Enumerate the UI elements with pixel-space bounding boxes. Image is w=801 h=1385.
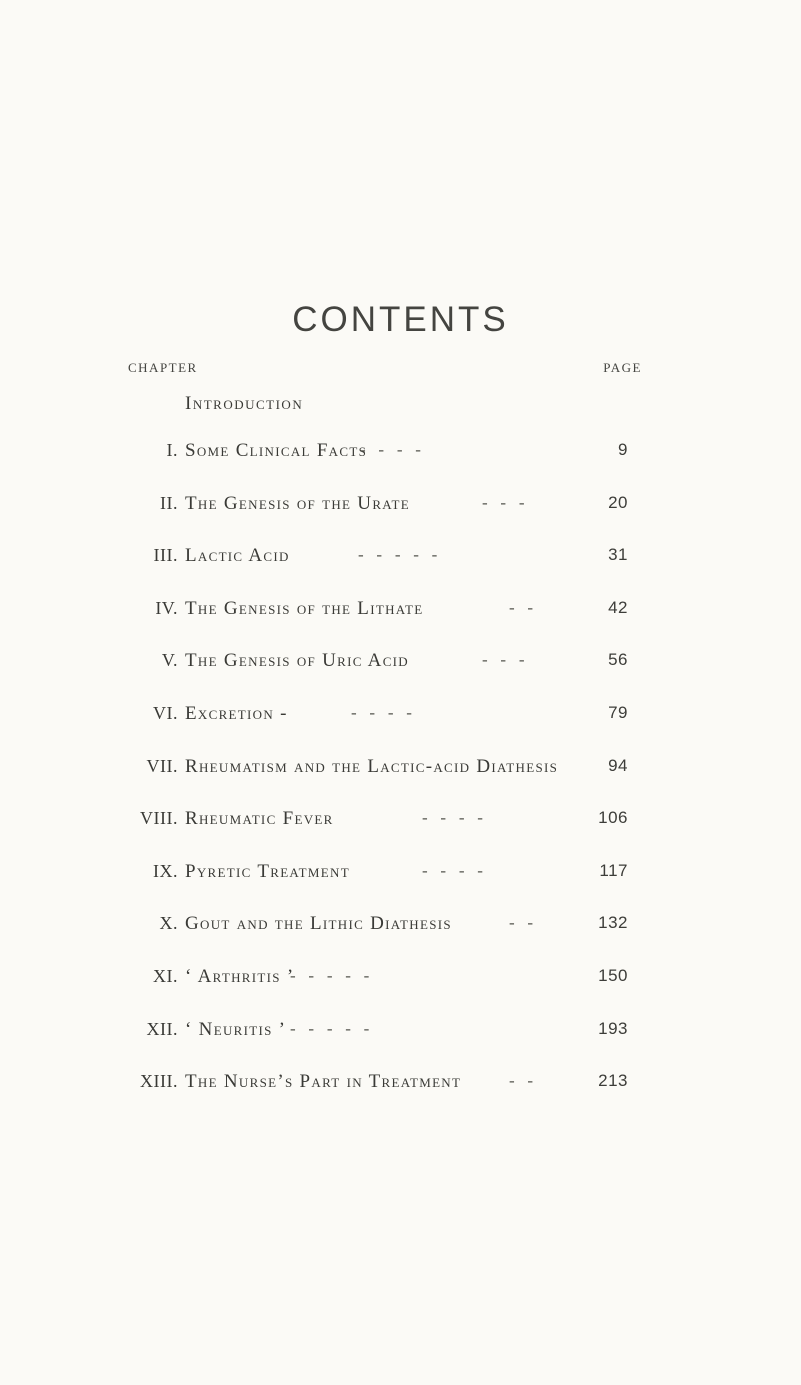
page-number: 193 — [598, 1018, 628, 1038]
chapter-number: XI. — [153, 965, 178, 986]
contents-entry — [0, 1019, 801, 1072]
contents-entry — [0, 861, 801, 914]
chapter-title: The Genesis of the Urate — [185, 492, 411, 514]
chapter-number: VII. — [146, 755, 178, 776]
chapter-column-header: CHAPTER — [128, 360, 198, 375]
page-number: 213 — [598, 1071, 628, 1091]
introduction-entry: Introduction — [185, 393, 304, 414]
chapter-number: VI. — [153, 702, 178, 723]
dot-leaders: - - - - — [351, 702, 412, 722]
chapter-title: The Genesis of the Lithate — [185, 597, 424, 619]
chapter-number: IX. — [153, 860, 178, 881]
chapter-title: Rheumatic Fever — [185, 808, 334, 830]
contents-entry — [0, 440, 801, 493]
chapter-title: Some Clinical Facts — [185, 440, 368, 461]
contents-entry — [0, 966, 801, 1019]
dot-leaders: - - - - — [422, 860, 483, 880]
page-column-header: PAGE — [603, 360, 642, 375]
page-number: 132 — [598, 913, 628, 933]
page-number: 79 — [608, 702, 628, 722]
page-number: 20 — [608, 492, 628, 512]
contents-entry — [0, 545, 801, 598]
chapter-number: IV. — [155, 597, 178, 618]
chapter-number: VIII. — [140, 808, 178, 829]
dot-leaders: - - — [509, 597, 534, 617]
page-number: 31 — [608, 545, 628, 565]
chapter-number: X. — [159, 913, 178, 934]
contents-entry — [0, 493, 801, 546]
chapter-title: Rheumatism and the Lactic-acid Diathesis — [185, 755, 559, 777]
chapter-title: The Genesis of Uric Acid — [185, 650, 409, 672]
chapter-number: II. — [160, 492, 178, 513]
chapter-title: ‘ Arthritis ’ — [185, 965, 295, 987]
page-number: 106 — [598, 808, 628, 828]
chapter-title: Lactic Acid — [185, 545, 290, 567]
dot-leaders: - - - - - — [290, 1018, 370, 1038]
contents-list — [0, 440, 801, 1124]
chapter-number: XIII. — [140, 1071, 178, 1092]
chapter-title: Excretion - — [185, 702, 288, 724]
dot-leaders: - - - — [482, 650, 525, 670]
chapter-number: I. — [166, 440, 178, 460]
contents-entry — [0, 650, 801, 703]
page-number: 56 — [608, 650, 628, 670]
page-number: 9 — [618, 440, 628, 459]
chapter-number: III. — [153, 545, 178, 566]
dot-leaders: - - - — [482, 492, 525, 512]
page-number: 94 — [608, 755, 628, 775]
chapter-title: Gout and the Lithic Diathesis — [185, 913, 452, 935]
dot-leaders: - - - - - — [358, 545, 438, 565]
contents-entry — [0, 598, 801, 651]
contents-entry — [0, 756, 801, 809]
chapter-title: Pyretic Treatment — [185, 860, 350, 882]
page-number: 42 — [608, 597, 628, 617]
contents-entry — [0, 1071, 801, 1124]
dot-leaders: - - - - - — [290, 965, 370, 985]
dot-leaders: - - - - — [360, 440, 421, 459]
chapter-title: The Nurse’s Part in Treatment — [185, 1071, 462, 1093]
dot-leaders: - - — [509, 1071, 534, 1091]
dot-leaders: - - - - — [422, 808, 483, 828]
chapter-title: ‘ Neuritis ’ — [185, 1018, 287, 1040]
dot-leaders: - - — [509, 913, 534, 933]
contents-entry — [0, 913, 801, 966]
chapter-number: XII. — [146, 1018, 178, 1039]
page-number: 117 — [599, 860, 628, 880]
contents-entry — [0, 808, 801, 861]
chapter-number: V. — [161, 650, 178, 671]
page-title: CONTENTS — [292, 300, 509, 339]
contents-entry — [0, 703, 801, 756]
page-number: 150 — [598, 965, 628, 985]
